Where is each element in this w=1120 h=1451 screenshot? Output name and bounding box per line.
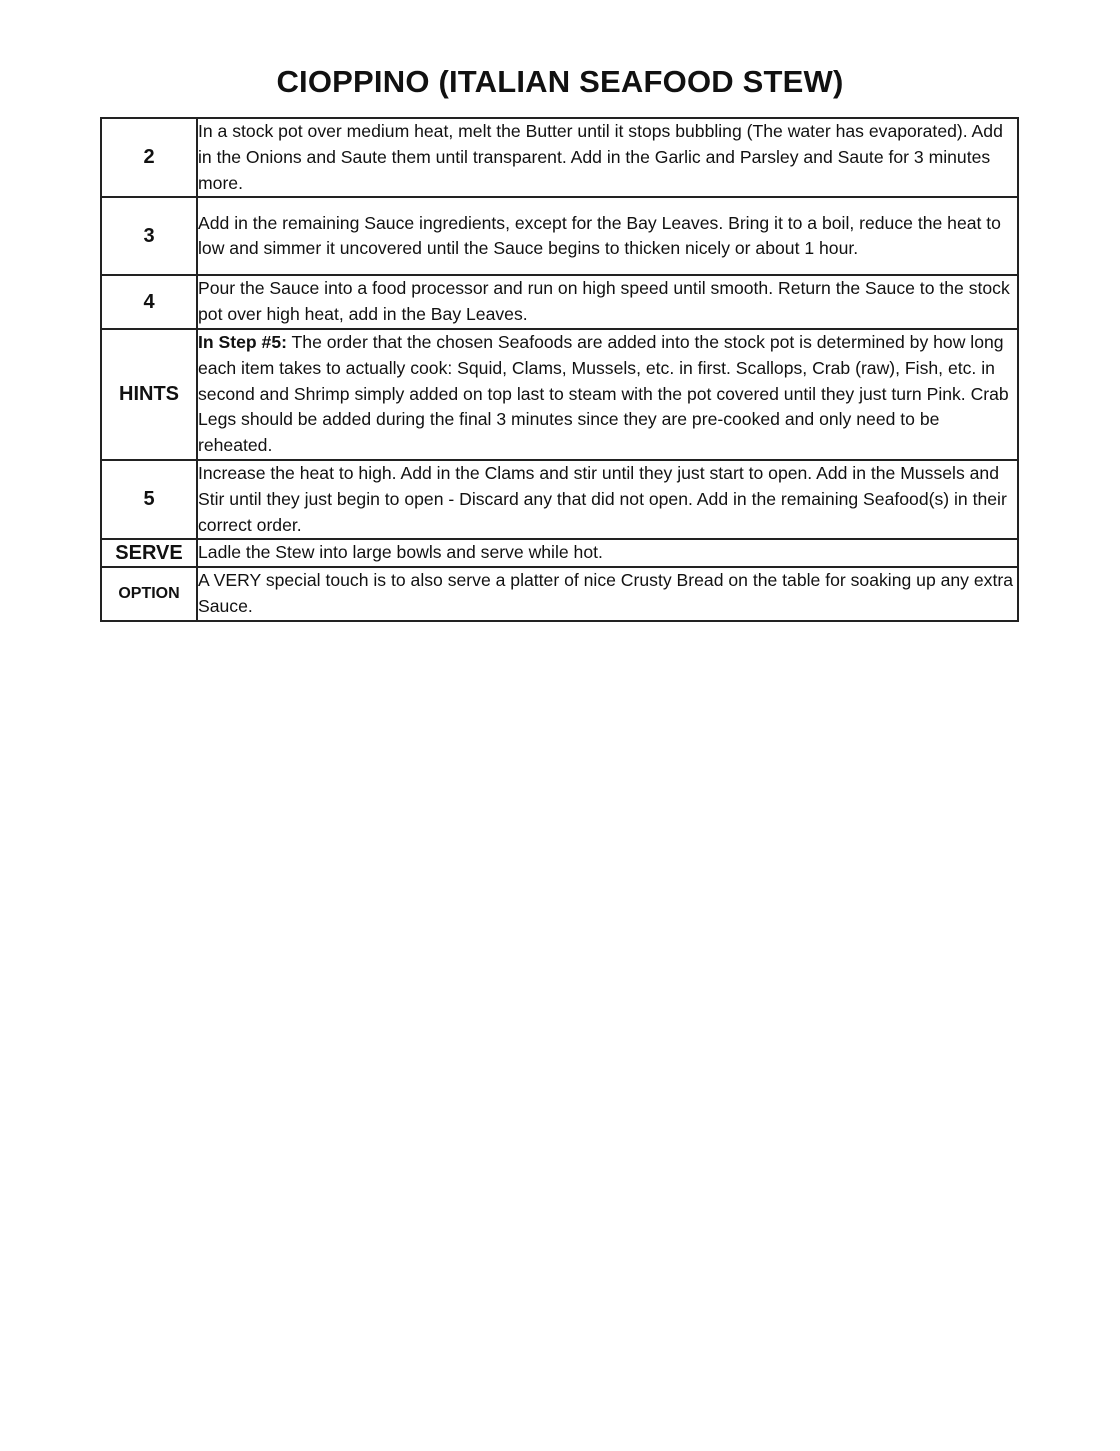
step-instructions: Pour the Sauce into a food processor and run on high speed until smooth. Return the Sauce to the stock pot over high heat, add in the Bay Leaves. [197, 275, 1018, 329]
step-instructions: A VERY special touch is to also serve a platter of nice Crusty Bread on the table for soaking up any extra Sauce. [197, 567, 1018, 621]
table-row-step-4 [101, 275, 1018, 329]
step-label: HINTS [101, 329, 197, 460]
table-row-hints [101, 329, 1018, 460]
step-instructions: Add in the remaining Sauce ingredients, except for the Bay Leaves. Bring it to a boil, reduce the heat to low and simmer it uncovered until the Sauce begins to thicken nicely or about 1 hour. [197, 197, 1018, 275]
table-row-step-3 [101, 197, 1018, 275]
step-label: OPTION [101, 567, 197, 621]
page-title: CIOPPINO (ITALIAN SEAFOOD STEW) [276, 64, 844, 99]
table-row-step-2 [101, 118, 1018, 197]
hint-text: The order that the chosen Seafoods are added into the stock pot is determined by how long each item takes to actually cook: Squid, Clams, Mussels, etc. in first. Scallops, Crab (raw), Fish, etc. in second and Shrimp simply added on top last to steam with the pot covered until they just turn Pink. Crab Legs should be added during the final 3 minutes since they are pre-cooked and only need to be reheated. [198, 331, 1009, 456]
step-label: 3 [101, 197, 197, 275]
hint-lead: In Step #5: [198, 331, 287, 352]
table-row-step-5 [101, 460, 1018, 539]
step-label: SERVE [101, 539, 197, 567]
step-instructions [197, 329, 1018, 460]
step-instructions: In a stock pot over medium heat, melt the Butter until it stops bubbling (The water has evaporated). Add in the Onions and Saute them until transparent. Add in the Garlic and Parsley and Saute for 3 minutes more. [197, 118, 1018, 197]
step-label: 4 [101, 275, 197, 329]
step-label: 5 [101, 460, 197, 539]
table-row-serve [101, 539, 1018, 567]
table-row-option [101, 567, 1018, 621]
recipe-steps-table [100, 117, 1019, 622]
step-instructions: Increase the heat to high. Add in the Clams and stir until they just start to open. Add in the Mussels and Stir until they just begin to open - Discard any that did not open. Add in the remaining Seafood(s) in their correct order. [197, 460, 1018, 539]
step-instructions: Ladle the Stew into large bowls and serve while hot. [197, 539, 1018, 567]
step-label: 2 [101, 118, 197, 197]
